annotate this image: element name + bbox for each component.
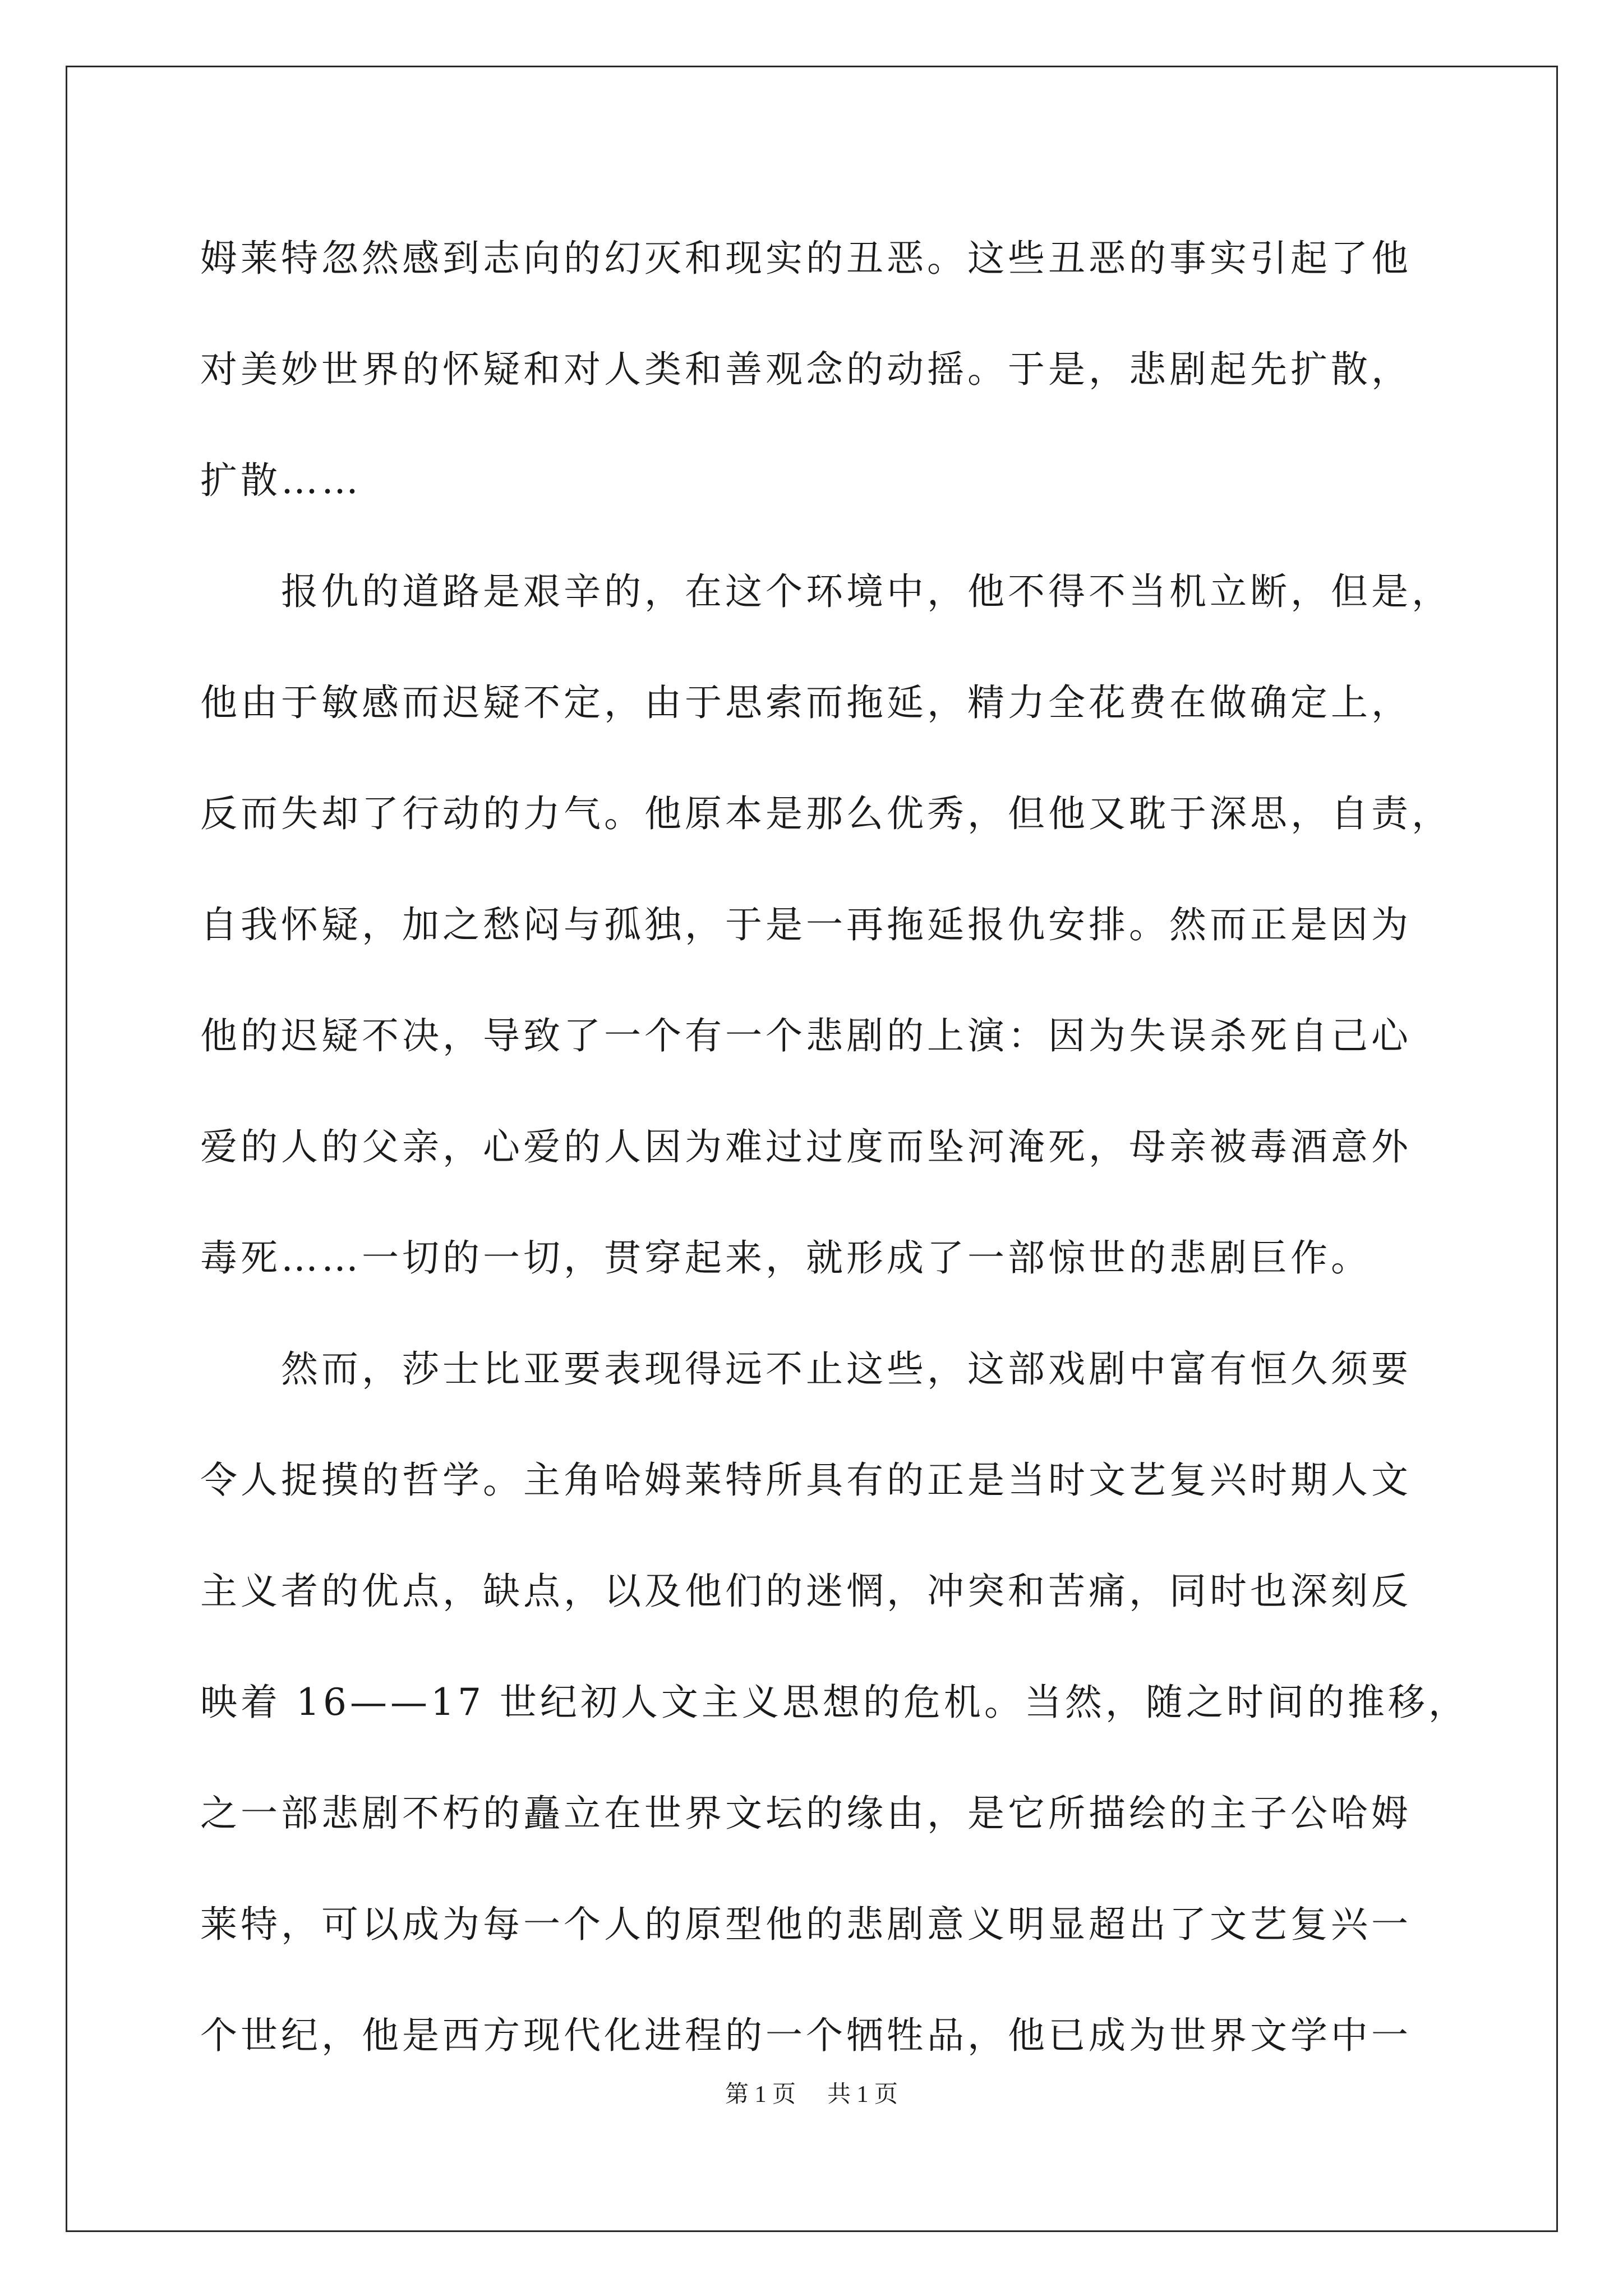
text-line: 毒死……一切的一切，贯穿起来，就形成了一部惊世的悲剧巨作。 [200,1236,1371,1280]
text-line: 主义者的优点，缺点，以及他们的迷惘，冲突和苦痛，同时也深刻反 [200,1570,1412,1613]
text-line: 对美妙世界的怀疑和对人类和善观念的动摇。于是，悲剧起先扩散， [200,348,1412,391]
document-body [200,203,1469,2091]
text-line: 个世纪，他是西方现代化进程的一个牺牲品，他已成为世界文学中一 [200,2014,1412,2057]
text-line: 他的迟疑不决，导致了一个有一个悲剧的上演：因为失误杀死自己心 [200,1014,1412,1057]
text-line: 他由于敏感而迟疑不定，由于思索而拖延，精力全花费在做确定上， [200,681,1412,724]
text-line: 映着 16——17 世纪初人文主义思想的危机。当然，随之时间的推移， [200,1681,1469,1724]
text-line: 莱特，可以成为每一个人的原型他的悲剧意义明显超出了文艺复兴一 [200,1903,1412,1946]
text-line: 爱的人的父亲，心爱的人因为难过过度而坠河淹死，母亲被毒酒意外 [200,1125,1412,1168]
page-number-current: 第 1 页 [725,2082,796,2108]
text-line: 扩散…… [200,459,362,502]
text-line: 报仇的道路是艰辛的，在这个环境中，他不得不当机立断，但是， [200,570,1452,613]
text-line: 之一部悲剧不朽的矗立在世界文坛的缘由，是它所描绘的主子公哈姆 [200,1792,1412,1835]
text-line: 然而，莎士比亚要表现得远不止这些，这部戏剧中富有恒久须要 [200,1347,1412,1391]
text-line: 姆莱特忽然感到志向的幻灭和现实的丑恶。这些丑恶的事实引起了他 [200,237,1412,280]
page-number-total: 共 1 页 [827,2082,898,2108]
text-line: 自我怀疑，加之愁闷与孤独，于是一再拖延报仇安排。然而正是因为 [200,903,1412,946]
page-footer [0,2076,1623,2109]
text-line: 反而失却了行动的力气。他原本是那么优秀，但他又耽于深思，自责， [200,792,1452,835]
text-line: 令人捉摸的哲学。主角哈姆莱特所具有的正是当时文艺复兴时期人文 [200,1458,1412,1502]
